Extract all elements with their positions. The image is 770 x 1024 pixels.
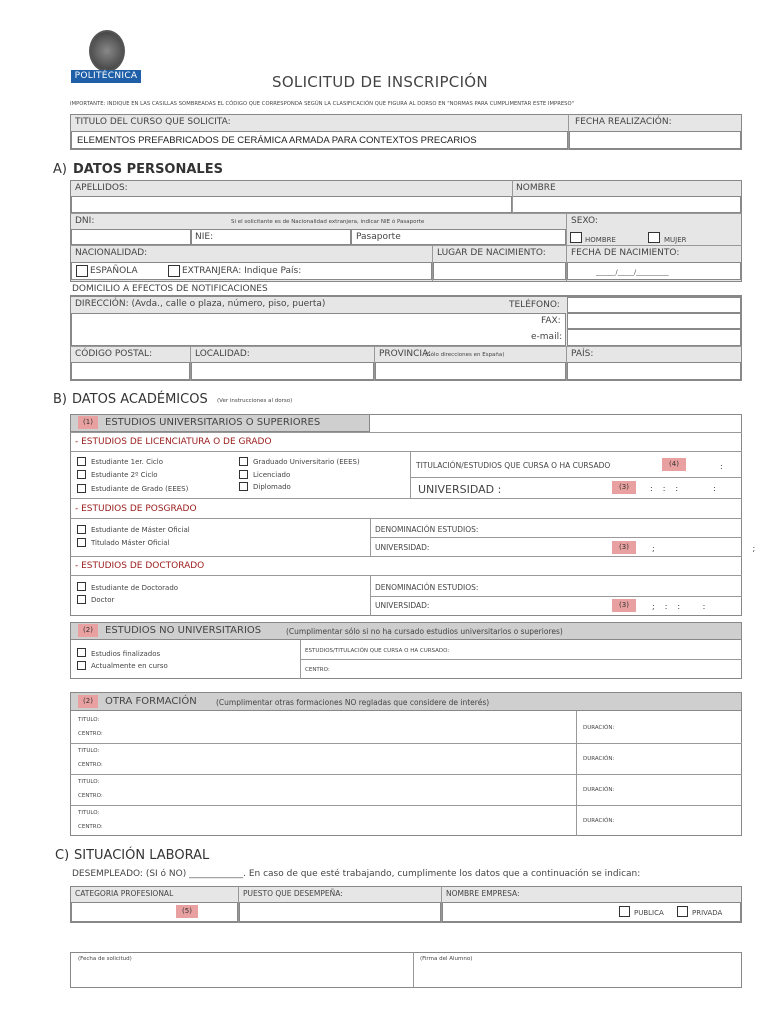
surnames-label: APELLIDOS:	[75, 183, 128, 193]
course-title-value: ELEMENTOS PREFABRICADOS DE CERÁMICA ARMADA PARA CONTEXTOS PRECARIOS	[77, 135, 477, 146]
other-title: OTRA FORMACIÓN	[105, 696, 197, 707]
date-label: (Fecha de solicitud)	[78, 956, 132, 962]
female-label: MUJER	[664, 236, 687, 244]
nouniv-opt-2-checkbox[interactable]	[77, 661, 86, 670]
page-title: SOLICITUD DE INSCRIPCIÓN	[272, 73, 488, 91]
code-3-doc: (3)	[612, 599, 636, 612]
phone-label: TELÉFONO:	[509, 300, 560, 310]
foreign-checkbox[interactable]	[168, 265, 180, 277]
nie-note: Si el solicitante es de Nacionalidad extranjera, indicar NIE ó Pasaporte	[231, 219, 425, 225]
pos-title: - ESTUDIOS DE POSGRADO	[75, 504, 197, 514]
address-field[interactable]	[71, 313, 566, 346]
doc-opt-2: Doctor	[91, 596, 115, 604]
birthdate-label: FECHA DE NACIMIENTO:	[571, 248, 680, 258]
private-label: PRIVADA	[692, 909, 723, 917]
pos-universidad: UNIVERSIDAD:	[375, 543, 430, 552]
male-label: HOMBRE	[585, 236, 616, 244]
female-checkbox[interactable]	[648, 232, 660, 243]
lic-opt-3-checkbox[interactable]	[77, 484, 86, 493]
section-a-label: A)	[53, 162, 67, 177]
lic-opt2-3: Diplomado	[253, 483, 291, 491]
doc-title: - ESTUDIOS DE DOCTORADO	[75, 561, 205, 571]
lic-opt-3: Estudiante de Grado (EEES)	[91, 485, 189, 493]
position-label: PUESTO QUE DESEMPEÑA:	[243, 889, 343, 898]
address-label: DIRECCIÓN: (Avda., calle o plaza, número, piso, puerta)	[75, 299, 326, 309]
address-title: DOMICILIO A EFECTOS DE NOTIFICACIONES	[72, 284, 268, 294]
doc-denominacion: DENOMINACIÓN ESTUDIOS:	[375, 583, 479, 592]
univ-title: ESTUDIOS UNIVERSITARIOS O SUPERIORES	[105, 417, 321, 428]
nouniv-field-1: ESTUDIOS/TITULACIÓN QUE CURSA O HA CURSADO:	[305, 648, 450, 654]
code-5: (5)	[176, 905, 198, 918]
univ-code: (1)	[78, 416, 98, 429]
nouniv-opt-1: Estudios finalizados	[91, 650, 161, 658]
titulacion-label: TITULACIÓN/ESTUDIOS QUE CURSA O HA CURSADO	[416, 461, 611, 470]
category-field[interactable]	[71, 902, 238, 922]
category-label: CATEGORIA PROFESIONAL	[75, 889, 174, 898]
nationality-label: NACIONALIDAD:	[75, 248, 148, 258]
fax-label: FAX:	[541, 316, 561, 326]
name-field[interactable]	[512, 196, 741, 213]
birthdate-mask: ______/_____/__________	[596, 268, 669, 276]
other-3-titulo: TITULO:	[78, 779, 100, 785]
country-field[interactable]	[567, 362, 741, 380]
course-label: TITULO DEL CURSO QUE SOLICITA:	[75, 117, 231, 127]
postal-label: CÓDIGO POSTAL:	[75, 349, 153, 359]
pos-opt-2: Titulado Máster Oficial	[91, 539, 170, 547]
nouniv-code: (2)	[78, 624, 98, 637]
province-note: (Sólo direcciones en España)	[425, 352, 505, 358]
signature-label: (Firma del Alumno)	[420, 956, 473, 962]
universidad-label: UNIVERSIDAD :	[418, 483, 502, 496]
nouniv-title: ESTUDIOS NO UNIVERSITARIOS	[105, 625, 262, 636]
lic-opt-2: Estudiante 2º Ciclo	[91, 471, 158, 479]
dni-label: DNI:	[75, 216, 95, 226]
lic-opt2-1-checkbox[interactable]	[239, 457, 248, 466]
private-checkbox[interactable]	[677, 906, 688, 917]
crest-icon	[89, 30, 125, 72]
other-1-titulo: TITULO:	[78, 717, 100, 723]
section-b-label: B)	[53, 392, 67, 407]
fax-field[interactable]	[567, 313, 741, 329]
locality-label: LOCALIDAD:	[195, 349, 250, 359]
lic-title: - ESTUDIOS DE LICENCIATURA O DE GRADO	[75, 437, 272, 447]
course-date-label: FECHA REALIZACIÓN:	[575, 117, 672, 127]
public-label: PUBLICA	[634, 909, 664, 917]
birthplace-field[interactable]	[433, 262, 566, 280]
other-2-duracion: DURACIÓN:	[583, 756, 615, 762]
dni-field[interactable]	[71, 229, 191, 245]
public-checkbox[interactable]	[619, 906, 630, 917]
footer-box	[70, 952, 742, 988]
email-field[interactable]	[567, 329, 741, 346]
company-label: NOMBRE EMPRESA:	[446, 889, 520, 898]
code-3-pos: (3)	[612, 541, 636, 554]
nouniv-opt-2: Actualmente en curso	[91, 662, 168, 670]
birthplace-label: LUGAR DE NACIMIENTO:	[437, 248, 546, 258]
spanish-checkbox[interactable]	[76, 265, 88, 277]
section-b-note: (Ver instrucciones al dorso)	[217, 398, 293, 404]
pos-opt-2-checkbox[interactable]	[77, 538, 86, 547]
postal-field[interactable]	[71, 362, 190, 380]
lic-opt2-1: Graduado Universitario (EEES)	[253, 458, 360, 466]
lic-opt2-2-checkbox[interactable]	[239, 470, 248, 479]
doc-universidad: UNIVERSIDAD:	[375, 601, 430, 610]
other-1-duracion: DURACIÓN:	[583, 725, 615, 731]
lic-opt2-2: Licenciado	[253, 471, 291, 479]
other-4-duracion: DURACIÓN:	[583, 818, 615, 824]
unemployed-line: DESEMPLEADO: (SI ó NO) ____________. En caso de que esté trabajando, cumplimente los datos que a continuación se indican:	[72, 869, 641, 879]
spanish-label: ESPAÑOLA	[90, 266, 138, 276]
lic-opt-1-checkbox[interactable]	[77, 457, 86, 466]
nouniv-note: (Cumplimentar sólo si no ha cursado estudios universitarios o superiores)	[286, 627, 563, 636]
code-3-lic: (3)	[612, 481, 636, 494]
other-4-centro: CENTRO:	[78, 824, 103, 830]
other-2-titulo: TITULO:	[78, 748, 100, 754]
pos-opt-1: Estudiante de Máster Oficial	[91, 526, 190, 534]
nie-field[interactable]	[191, 229, 351, 245]
doc-opt-1-checkbox[interactable]	[77, 582, 86, 591]
lic-opt-2-checkbox[interactable]	[77, 470, 86, 479]
country-label: PAÍS:	[571, 349, 594, 359]
section-c-title: SITUACIÓN LABORAL	[74, 848, 210, 863]
pos-opt-1-checkbox[interactable]	[77, 525, 86, 534]
university-logo	[71, 30, 141, 88]
pos-denominacion: DENOMINACIÓN ESTUDIOS:	[375, 525, 479, 534]
passport-label: Pasaporte	[356, 232, 401, 242]
doc-opt-2-checkbox[interactable]	[77, 595, 86, 604]
section-c-label: C)	[55, 848, 70, 863]
locality-field[interactable]	[191, 362, 374, 380]
nouniv-field-2: CENTRO:	[305, 667, 330, 673]
other-note: (Cumplimentar otras formaciones NO regladas que considere de interés)	[216, 698, 490, 707]
other-3-duracion: DURACIÓN:	[583, 787, 615, 793]
other-box	[70, 692, 742, 836]
sex-label: SEXO:	[571, 216, 598, 226]
nie-label: NIE:	[195, 232, 214, 242]
lic-opt-1: Estudiante 1er. Ciclo	[91, 458, 163, 466]
important-note: IMPORTANTE: INDIQUE EN LAS CASILLAS SOMBREADAS EL CÓDIGO QUE CORRESPONDA SEGÚN LA CLASIFICACIÓN QUE FIGURA AL DORSO EN "NORMAS PARA CUMPLIMENTAR ESTE IMPRESO"	[70, 101, 575, 107]
surnames-field[interactable]	[71, 196, 512, 213]
lic-opt2-3-checkbox[interactable]	[239, 482, 248, 491]
section-a-title: DATOS PERSONALES	[73, 162, 223, 177]
province-label: PROVINCIA:	[379, 349, 432, 359]
other-4-titulo: TITULO:	[78, 810, 100, 816]
province-field[interactable]	[375, 362, 566, 380]
other-3-centro: CENTRO:	[78, 793, 103, 799]
phone-field[interactable]	[567, 297, 741, 313]
male-checkbox[interactable]	[570, 232, 582, 243]
name-label: NOMBRE	[516, 183, 556, 193]
position-field[interactable]	[239, 902, 441, 922]
nouniv-opt-1-checkbox[interactable]	[77, 648, 86, 657]
course-date-field[interactable]	[569, 131, 741, 149]
code-4: (4)	[662, 458, 686, 471]
foreign-label: EXTRANJERA: Indique País:	[182, 266, 302, 276]
logo-text: POLITÉCNICA	[71, 70, 141, 83]
section-b-title: DATOS ACADÉMICOS	[72, 392, 208, 407]
other-code: (2)	[78, 695, 98, 708]
doc-opt-1: Estudiante de Doctorado	[91, 584, 179, 592]
other-1-centro: CENTRO:	[78, 731, 103, 737]
other-2-centro: CENTRO:	[78, 762, 103, 768]
email-label: e-mail:	[531, 332, 563, 342]
